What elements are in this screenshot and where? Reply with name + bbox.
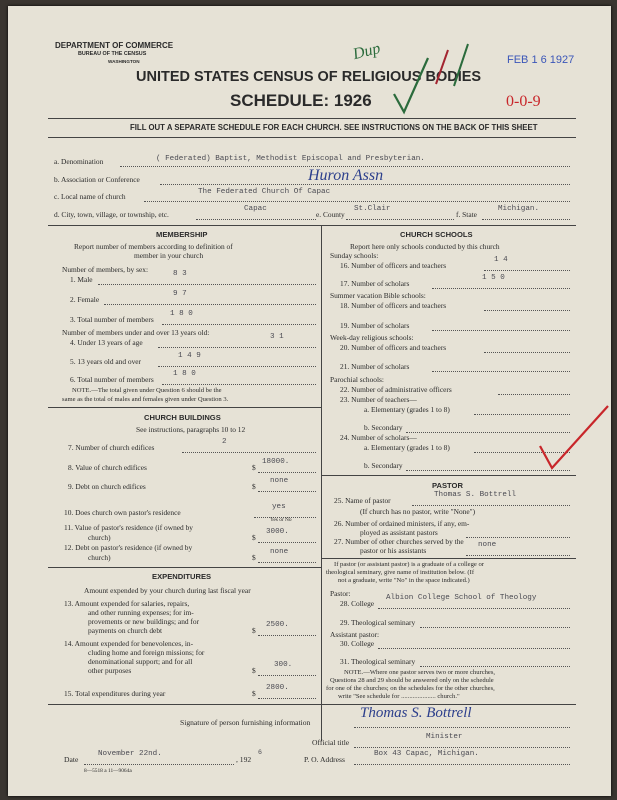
membership-intro-2: member in your church — [134, 251, 204, 260]
q7-label: 7. Number of church edifices — [68, 443, 155, 452]
q20-label: 20. Number of officers and teachers — [340, 343, 447, 352]
local-name-value: The Federated Church Of Capac — [198, 188, 331, 196]
q28-label: 28. College — [340, 599, 375, 608]
association-value: Huron Assn — [308, 167, 384, 184]
q26-label-2: ployed as assistant pastors — [360, 528, 438, 537]
department-title: DEPARTMENT OF COMMERCE — [55, 41, 174, 50]
year-digit: 6 — [258, 749, 262, 756]
q24a-label: a. Elementary (grades 1 to 8) — [364, 443, 450, 452]
buildings-heading: CHURCH BUILDINGS — [144, 413, 221, 422]
q10-value: yes — [272, 503, 286, 511]
q2-label: 2. Female — [70, 295, 100, 304]
q15-dollar: $ — [252, 689, 256, 698]
column-divider — [321, 225, 322, 741]
membership-note-2: same as the total of males and females given under Question 3. — [62, 396, 229, 403]
pastor-note-3: for one of the churches; on the schedules for the other churches, — [326, 685, 495, 692]
graduate-note-3: not a graduate, write "No" in the space indicated.) — [338, 577, 470, 584]
q12-label-2: church) — [88, 553, 111, 562]
q8-value: 18000. — [262, 458, 290, 466]
q6-label: 6. Total number of members — [70, 375, 154, 384]
q14-label-3: denominational support; and for all — [88, 657, 193, 666]
expenditures-intro: Amount expended by your church during last fiscal year — [84, 586, 251, 595]
sunday-label: Sunday schools: — [330, 251, 379, 260]
q11-label-2: church) — [88, 533, 111, 542]
q26-label: 26. Number of ordained ministers, if any, em- — [334, 519, 470, 528]
q31-label: 31. Theological seminary — [340, 657, 416, 666]
yes-no-hint: Yes or No — [270, 517, 292, 523]
schools-rule — [321, 475, 576, 476]
state-label: f. State — [456, 210, 477, 219]
q14-value: 300. — [274, 661, 293, 669]
q29-label: 29. Theological seminary — [340, 618, 416, 627]
q17-label: 17. Number of scholars — [340, 279, 410, 288]
q1-value: 8 3 — [173, 270, 187, 278]
city-value: Capac — [244, 205, 267, 213]
q23-label: 23. Number of teachers— — [340, 395, 417, 404]
q5-value: 1 4 9 — [178, 352, 201, 360]
summer-label: Summer vacation Bible schools: — [330, 291, 426, 300]
county-label: e. County — [316, 210, 345, 219]
membership-intro: Report number of members according to definition of — [74, 242, 233, 251]
year-prefix: , 192 — [236, 755, 252, 764]
q14-dollar: $ — [252, 666, 256, 675]
pastor-rule — [321, 558, 576, 559]
pastor-note-2: Questions 28 and 29 should be answered only on the schedule — [330, 677, 494, 684]
green-check-icon — [394, 58, 428, 112]
q25-value: Thomas S. Bottrell — [434, 491, 517, 499]
schools-intro: Report here only schools conducted by this church — [350, 242, 500, 251]
q4-label: 4. Under 13 years of age — [70, 338, 143, 347]
po-address-label: P. O. Address — [304, 755, 345, 764]
state-value: Michigan. — [498, 205, 540, 213]
q24b-label: b. Secondary — [364, 461, 403, 470]
q27-value: none — [478, 541, 497, 549]
denomination-value: ( Federated) Baptist, Methodist Episcopal and Presbyterian. — [156, 155, 425, 163]
q18-label: 18. Number of officers and teachers — [340, 301, 447, 310]
q5-label: 5. 13 years old and over — [70, 357, 142, 366]
instruction-line: FILL OUT A SEPARATE SCHEDULE FOR EACH CHURCH. SEE INSTRUCTIONS ON THE BACK OF THIS SHEET — [130, 123, 538, 132]
q30-label: 30. College — [340, 639, 375, 648]
date-label: Date — [64, 755, 79, 764]
local-name-label: c. Local name of church — [54, 192, 126, 201]
membership-rule — [48, 407, 321, 408]
q9-value: none — [270, 477, 289, 485]
q27-label: 27. Number of other churches served by the — [334, 537, 464, 546]
q2-value: 9 7 — [173, 290, 187, 298]
membership-heading: MEMBERSHIP — [156, 230, 208, 239]
schedule-title: SCHEDULE: 1926 — [230, 91, 372, 110]
q12-label: 12. Debt on pastor's residence (if owned by — [64, 543, 193, 552]
pastor-note-4: write "See schedule for ..................... church." — [338, 693, 460, 700]
membership-note: NOTE.—The total given under Question 6 should be the — [72, 387, 222, 394]
q13-dollar: $ — [252, 626, 256, 635]
q28-value: Albion College School of Theology — [386, 594, 537, 602]
q11-label: 11. Value of pastor's residence (if owned by — [64, 523, 193, 532]
q13-label-3: provements or new buildings; and for — [88, 617, 200, 626]
q3-label: 3. Total number of members — [70, 315, 154, 324]
check-marks — [388, 34, 488, 116]
q13-label: 13. Amount expended for salaries, repairs, — [64, 599, 190, 608]
q27-label-2: pastor or his assistants — [360, 546, 427, 555]
q15-value: 2800. — [266, 684, 289, 692]
po-address-value: Box 43 Capac, Michigan. — [374, 750, 479, 758]
official-title-label: Official title — [312, 738, 350, 747]
denomination-label: a. Denomination — [54, 157, 104, 166]
q23a-label: a. Elementary (grades 1 to 8) — [364, 405, 450, 414]
q23b-label: b. Secondary — [364, 423, 403, 432]
red-slash-icon — [436, 50, 448, 84]
q10-label: 10. Does church own pastor's residence — [64, 508, 181, 517]
parochial-label: Parochial schools: — [330, 375, 384, 384]
green-slash-icon — [454, 44, 468, 86]
q13-value: 2500. — [266, 621, 289, 629]
q24-label: 24. Number of scholars— — [340, 433, 417, 442]
received-date-stamp: FEB 1 6 1927 — [507, 54, 575, 66]
q9-label: 9. Debt on church edifices — [68, 482, 146, 491]
q4-value: 3 1 — [270, 333, 284, 341]
signature-label: Signature of person furnishing information — [180, 718, 311, 727]
q19-label: 19. Number of scholars — [340, 321, 410, 330]
q16-label: 16. Number of officers and teachers — [340, 261, 447, 270]
q17-value: 1 5 0 — [482, 274, 505, 282]
q8-label: 8. Value of church edifices — [68, 463, 147, 472]
q11-value: 3000. — [266, 528, 289, 536]
city-label: d. City, town, village, or township, etc. — [54, 210, 169, 219]
q14-label-4: other purposes — [88, 666, 132, 675]
q12-value: none — [270, 548, 289, 556]
assistant-pastor-label: Assistant pastor: — [330, 630, 380, 639]
q6-value: 1 8 0 — [173, 370, 196, 378]
q9-dollar: $ — [252, 482, 256, 491]
by-sex-label: Number of members, by sex: — [62, 265, 148, 274]
buildings-rule — [48, 567, 321, 568]
q22-label: 22. Number of administrative officers — [340, 385, 452, 394]
red-check-icon — [540, 406, 608, 468]
green-dup-mark: Dup — [351, 39, 383, 64]
instruction-rule — [48, 137, 576, 138]
form-title: UNITED STATES CENSUS OF RELIGIOUS BODIES — [136, 69, 482, 85]
bottom-section-rule — [48, 704, 576, 705]
q25-label: 25. Name of pastor — [334, 496, 391, 505]
buildings-intro: See instructions, paragraphs 10 to 12 — [136, 425, 246, 434]
red-check-mark — [536, 402, 612, 474]
county-value: St.Clair — [354, 205, 391, 213]
q15-label: 15. Total expenditures during year — [64, 689, 166, 698]
official-title-value: Minister — [426, 733, 463, 741]
ident-rule — [48, 225, 576, 226]
pastor-heading: PASTOR — [432, 481, 463, 490]
age-intro: Number of members under and over 13 years old: — [62, 328, 210, 337]
q14-label: 14. Amount expended for benevolences, in- — [64, 639, 194, 648]
graduate-note-2: theological seminary, give name of institution below. (If — [326, 569, 475, 576]
expenditures-heading: EXPENDITURES — [152, 572, 212, 581]
q25-note: (If church has no pastor, write "None") — [360, 507, 476, 516]
census-schedule-sheet — [8, 6, 611, 796]
form-number: 8—5518 a 11—9064a — [84, 768, 132, 774]
q3-value: 1 8 0 — [170, 310, 193, 318]
red-tally-mark: 0-0-9 — [506, 93, 541, 110]
q13-label-2: and other running expenses; for im- — [88, 608, 194, 617]
pastor-note: NOTE.—Where one pastor serves two or more churches, — [344, 669, 496, 676]
signature-value: Thomas S. Bottrell — [360, 705, 472, 721]
q21-label: 21. Number of scholars — [340, 362, 410, 371]
graduate-note: If pastor (or assistant pastor) is a graduate of a college or — [334, 561, 484, 568]
q8-dollar: $ — [252, 463, 256, 472]
q13-label-4: payments on church debt — [88, 626, 163, 635]
q12-dollar: $ — [252, 553, 256, 562]
q16-value: 1 4 — [494, 256, 508, 264]
q1-label: 1. Male — [70, 275, 93, 284]
q14-label-2: cluding home and foreign missions; for — [88, 648, 205, 657]
bureau-city: WASHINGTON — [108, 59, 140, 64]
date-value: November 22nd. — [98, 750, 162, 758]
schools-heading: CHURCH SCHOOLS — [400, 230, 473, 239]
bureau-title: BUREAU OF THE CENSUS — [78, 51, 147, 57]
pastor-label: Pastor: — [330, 589, 351, 598]
weekday-label: Week-day religious schools: — [330, 333, 414, 342]
association-label: b. Association or Conference — [54, 175, 140, 184]
q7-value: 2 — [222, 438, 227, 446]
top-rule — [48, 118, 576, 119]
q11-dollar: $ — [252, 533, 256, 542]
